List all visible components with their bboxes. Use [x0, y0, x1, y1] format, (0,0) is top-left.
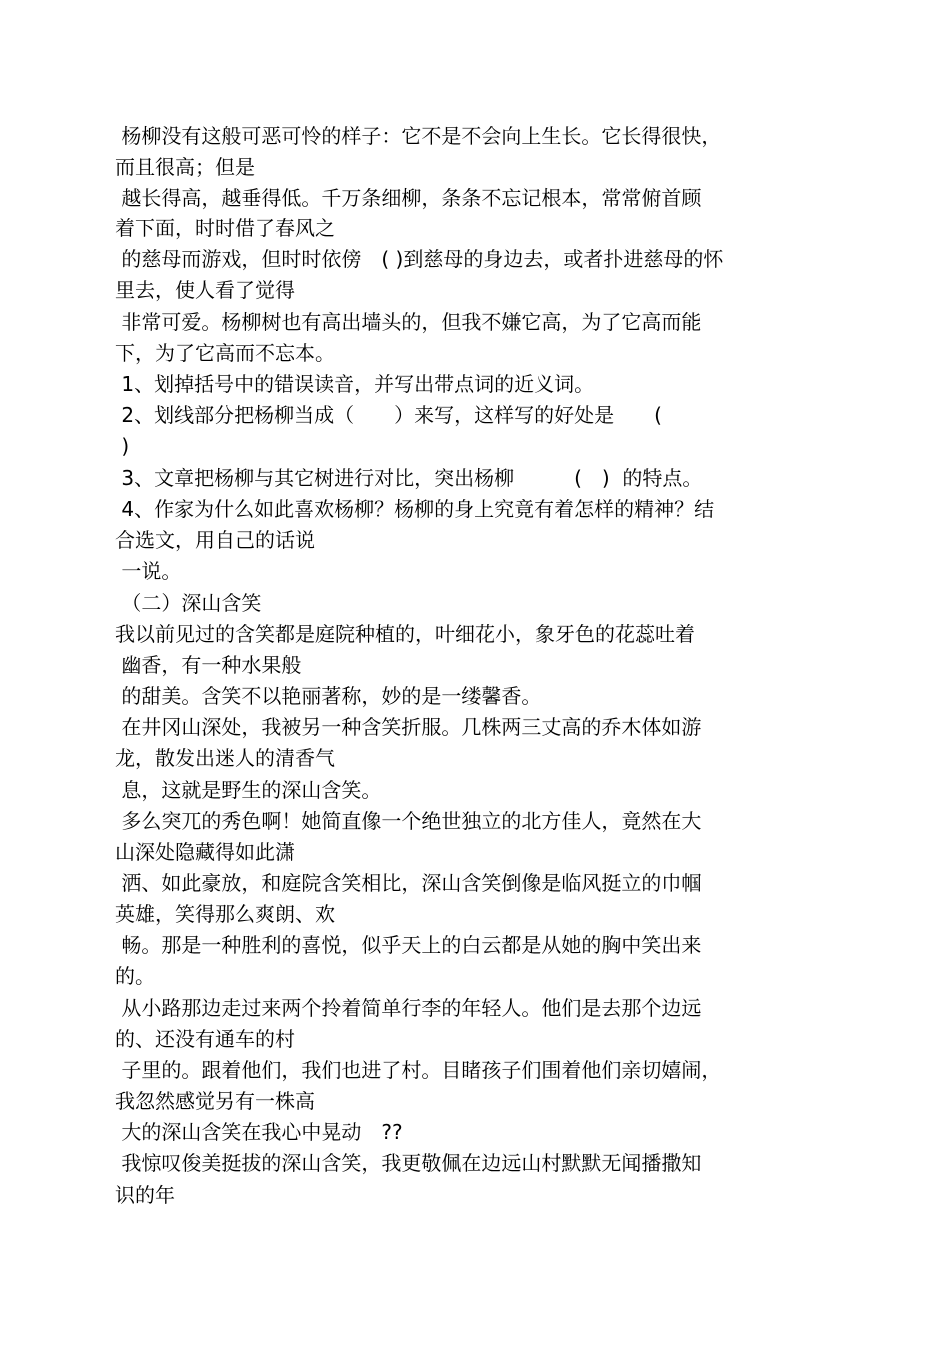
text-line: 从小路那边走过来两个拎着简单行李的年轻人。他们是去那个边远	[115, 996, 702, 1020]
text-line: 畅。那是一种胜利的喜悦，似乎天上的白云都是从她的胸中笑出来	[115, 933, 702, 957]
question-3: 3、文章把杨柳与其它树进行对比，突出杨柳 ( ) 的特点。	[115, 466, 703, 490]
text-line: 的甜美。含笑不以艳丽著称，妙的是一缕馨香。	[115, 684, 542, 708]
text-line: 越长得高，越垂得低。千万条细柳，条条不忘记根本，常常俯首顾	[115, 186, 702, 210]
text-line: 的、还没有通车的村	[115, 1027, 295, 1051]
question-2-continued: )	[115, 434, 130, 458]
text-line: 龙，散发出迷人的清香气	[115, 746, 335, 770]
text-line: 下，为了它高而不忘本。	[115, 341, 335, 365]
text-line: 杨柳没有这般可恶可怜的样子：它不是不会向上生长。它长得很快，	[115, 124, 722, 148]
text-line: 英雄，笑得那么爽朗、欢	[115, 902, 335, 926]
text-line: 子里的。跟着他们，我们也进了村。目睹孩子们围着他们亲切嬉闹，	[115, 1058, 722, 1082]
section-heading: （二）深山含笑	[115, 591, 262, 615]
question-4-continued: 一说。	[115, 559, 182, 583]
text-line: 非常可爱。杨柳树也有高出墙头的，但我不嫌它高，为了它高而能	[115, 310, 702, 334]
text-line: 而且很高；但是	[115, 155, 255, 179]
text-line: 我惊叹俊美挺拔的深山含笑，我更敬佩在边远山村默默无闻播撒知	[115, 1151, 702, 1175]
text-line: 山深处隐藏得如此潇	[115, 840, 295, 864]
text-line: 的。	[115, 964, 155, 988]
question-4-continued: 合选文，用自己的话说	[115, 528, 315, 552]
question-2: 2、划线部分把杨柳当成（ ）来写，这样写的好处是 (	[115, 403, 662, 427]
text-line: 着下面，时时借了春风之	[115, 216, 335, 240]
text-line: 识的年	[115, 1183, 175, 1207]
text-line: 多么突兀的秀色啊！她简直像一个绝世独立的北方佳人，竟然在大	[115, 809, 702, 833]
question-4: 4、作家为什么如此喜欢杨柳？杨柳的身上究竟有着怎样的精神？结	[115, 497, 715, 521]
text-line: 洒、如此豪放，和庭院含笑相比，深山含笑倒像是临风挺立的巾帼	[115, 871, 702, 895]
text-line: 息，这就是野生的深山含笑。	[115, 778, 382, 802]
text-line: 大的深山含笑在我心中晃动 ??	[115, 1120, 403, 1144]
question-1: 1、划掉括号中的错误读音，并写出带点词的近义词。	[115, 372, 595, 396]
text-line: 里去，使人看了觉得	[115, 278, 295, 302]
text-line: 幽香，有一种水果般	[115, 653, 302, 677]
text-line: 的慈母而游戏，但时时依傍 ( )到慈母的身边去，或者扑进慈母的怀	[115, 247, 724, 271]
text-line: 在井冈山深处，我被另一种含笑折服。几株两三丈高的乔木体如游	[115, 715, 702, 739]
text-line: 我忽然感觉另有一株高	[115, 1089, 315, 1113]
text-line: 我以前见过的含笑都是庭院种植的，叶细花小，象牙色的花蕊吐着	[115, 622, 695, 646]
